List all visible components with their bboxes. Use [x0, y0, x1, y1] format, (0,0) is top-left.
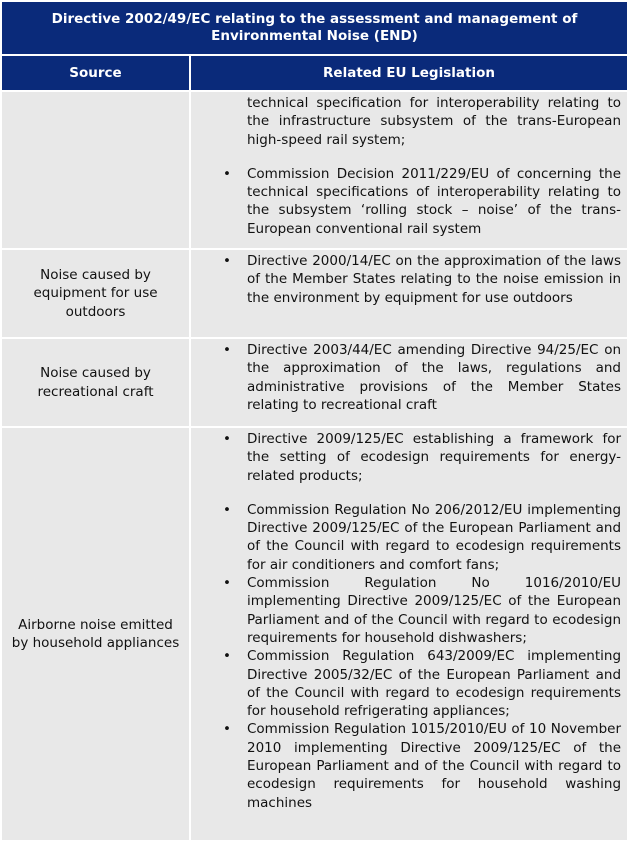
bullet-icon: •: [223, 648, 231, 665]
legislation-cell: [191, 250, 627, 337]
bullet-icon: •: [223, 575, 231, 592]
legislation-text: Directive 2009/125/EC establishing a framework for the setting of ecodesign requirements for energy-related products;: [247, 431, 622, 484]
list-item: [197, 341, 621, 414]
legislation-text: Commission Regulation 643/2009/EC implementing Directive 2005/32/EC of the European Parliament and of the Council with regard to ecodesign requirements for household refrigerating appliances;: [247, 648, 622, 720]
bullet-icon: •: [223, 342, 231, 358]
list-item: [197, 720, 621, 811]
bullet-icon: •: [223, 253, 231, 269]
list-item: [197, 501, 621, 574]
list-item: [197, 252, 621, 307]
legislation-text: Commission Regulation 1015/2010/EU of 10 November 2010 implementing Directive 2009/125/EC of the European Parliament and of the Council with regard to ecodesign requirements for household washing machines: [247, 721, 622, 811]
source-cell: [2, 92, 189, 248]
legislation-cell: [191, 339, 627, 426]
legislation-text: Directive 2000/14/EC on the approximation of the laws of the Member States relating to the noise emission in the environment by equipment for use outdoors: [247, 253, 622, 306]
list-item: [197, 430, 621, 485]
legislation-text: Commission Regulation No 1016/2010/EU implementing Directive 2009/125/EC of the European Parliament and of the Council with regard to ecodesign requirements for household dishwashers;: [247, 575, 622, 646]
legislation-text: Commission Regulation No 206/2012/EU implementing Directive 2009/125/EC of the European Parliament and of the Council with regard to ecodesign requirements for air conditioners and comfort fans;: [247, 501, 622, 573]
table-row: [2, 92, 627, 248]
continued-text: technical specification for interoperability relating to the infrastructure subsystem of the trans-European high-speed rail system;: [247, 95, 622, 148]
list-item: [197, 574, 621, 647]
list-item: [197, 647, 621, 720]
table-row: [2, 428, 627, 840]
source-header: Source: [2, 56, 189, 90]
bullet-icon: •: [223, 165, 231, 182]
table-row: [2, 339, 627, 426]
bullet-icon: •: [223, 501, 231, 518]
title-row: [2, 2, 627, 54]
source-cell: Noise caused by recreational craft: [2, 339, 189, 426]
legislation-list: [197, 430, 621, 812]
source-cell: Airborne noise emitted by household appliances: [2, 428, 189, 840]
legislation-header: Related EU Legislation: [191, 56, 627, 90]
legislation-cell: [191, 92, 627, 248]
source-cell: Noise caused by equipment for use outdoors: [2, 250, 189, 337]
legislation-list: [197, 252, 621, 307]
table-row: [2, 250, 627, 337]
bullet-icon: •: [223, 721, 231, 738]
bullet-icon: •: [223, 431, 231, 447]
header-row: [2, 56, 627, 90]
legislation-list: [197, 341, 621, 414]
legislation-list: [197, 165, 621, 238]
legislation-text: Commission Decision 2011/229/EU of concerning the technical specifications of interoperability relating to the subsystem ‘rolling stock – noise’ of the trans-European conventional rail system: [247, 165, 622, 237]
list-item: [197, 165, 621, 238]
table-title: Directive 2002/49/EC relating to the assessment and management of Environmental Noise (END): [2, 2, 627, 54]
legislation-text: Directive 2003/44/EC amending Directive 94/25/EC on the approximation of the laws, regulations and administrative provisions of the Member States relating to recreational craft: [247, 342, 622, 413]
legislation-cell: [191, 428, 627, 840]
